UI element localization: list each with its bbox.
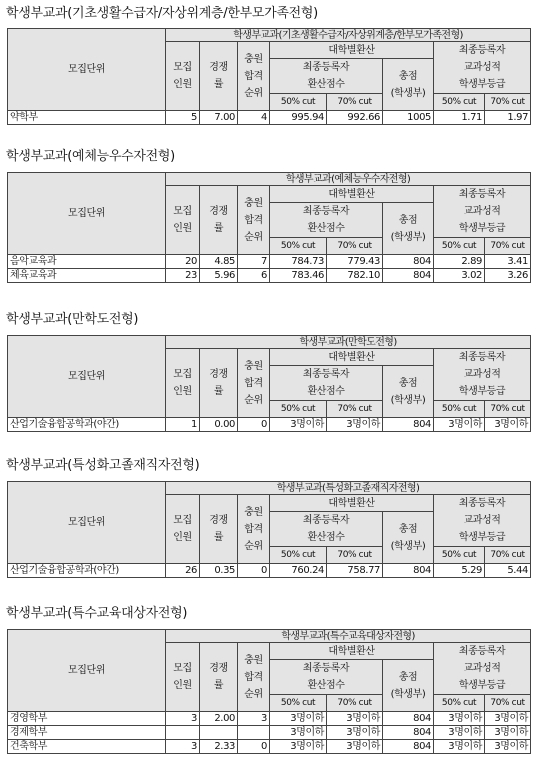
- cell-cut70: 992.66: [327, 111, 383, 125]
- cell-unit: 산업기술융합공학과(야간): [8, 564, 166, 578]
- header-cut70: 70% cut: [327, 695, 383, 712]
- header-total: 총점 (학생부): [383, 512, 434, 564]
- cell-total: 804: [383, 712, 434, 726]
- cell-recruit: 1: [166, 418, 200, 432]
- cell-cut50: 3명이하: [270, 726, 327, 740]
- header-unit: 모집단위: [8, 482, 166, 564]
- cell-total: 1005: [383, 111, 434, 125]
- header-grade-cut50: 50% cut: [434, 695, 485, 712]
- cell-grade70: 3.41: [485, 255, 531, 269]
- header-final-grade: 최종등록자 교과성적 학생부등급: [434, 643, 531, 695]
- cell-grade50: 1.71: [434, 111, 485, 125]
- table-row: [8, 269, 531, 283]
- cell-grade50: 3명이하: [434, 712, 485, 726]
- cell-cut50: 784.73: [270, 255, 327, 269]
- cell-total: 804: [383, 564, 434, 578]
- cell-grade70: 3명이하: [485, 712, 531, 726]
- cell-cut70: 782.10: [327, 269, 383, 283]
- header-final-grade: 최종등록자 교과성적 학생부등급: [434, 42, 531, 94]
- cell-grade50: 3명이하: [434, 726, 485, 740]
- cell-recruit: 3: [166, 712, 200, 726]
- cell-grade50: 3명이하: [434, 740, 485, 754]
- header-recruit: 모집 인원: [166, 495, 200, 564]
- cell-cut50: 783.46: [270, 269, 327, 283]
- header-cut50: 50% cut: [270, 547, 327, 564]
- section-title: 학생부교과(예체능우수자전형): [6, 149, 175, 164]
- table-row: [8, 255, 531, 269]
- cell-cut50: 995.94: [270, 111, 327, 125]
- cell-cut50: 3명이하: [270, 740, 327, 754]
- cell-rank: 7: [238, 255, 270, 269]
- section-title: 학생부교과(특성화고졸재직자전형): [6, 458, 200, 473]
- header-rate: 경쟁 률: [200, 495, 238, 564]
- header-recruit: 모집 인원: [166, 42, 200, 111]
- header-total: 총점 (학생부): [383, 203, 434, 255]
- header-total: 총점 (학생부): [383, 59, 434, 111]
- cell-cut50: 760.24: [270, 564, 327, 578]
- header-rank: 충원 합격 순위: [238, 186, 270, 255]
- header-rank: 충원 합격 순위: [238, 349, 270, 418]
- header-univ-conv: 대학별환산: [270, 186, 434, 203]
- section-title: 학생부교과(특수교육대상자전형): [6, 606, 188, 621]
- header-cut50: 50% cut: [270, 94, 327, 111]
- header-group: 학생부교과(특수교육대상자전형): [166, 630, 531, 643]
- cell-unit: 경영학부: [8, 712, 166, 726]
- header-total: 총점 (학생부): [383, 366, 434, 418]
- header-cut50: 50% cut: [270, 401, 327, 418]
- header-grade-cut70: 70% cut: [485, 238, 531, 255]
- cell-rate: 2.33: [200, 740, 238, 754]
- cell-rate: [200, 726, 238, 740]
- header-final-conv: 최종등록자 환산점수: [270, 660, 383, 695]
- cell-cut70: 758.77: [327, 564, 383, 578]
- admission-table: [7, 629, 531, 754]
- header-group: 학생부교과(기초생활수급자/자상위계층/한부모가족전형): [166, 29, 531, 42]
- header-unit: 모집단위: [8, 173, 166, 255]
- header-rate: 경쟁 률: [200, 42, 238, 111]
- cell-cut70: 3명이하: [327, 418, 383, 432]
- header-grade-cut70: 70% cut: [485, 695, 531, 712]
- header-rate: 경쟁 률: [200, 349, 238, 418]
- cell-rank: 6: [238, 269, 270, 283]
- header-recruit: 모집 인원: [166, 186, 200, 255]
- cell-recruit: 20: [166, 255, 200, 269]
- header-grade-cut50: 50% cut: [434, 547, 485, 564]
- header-cut50: 50% cut: [270, 238, 327, 255]
- section-title: 학생부교과(만학도전형): [6, 312, 139, 327]
- header-grade-cut50: 50% cut: [434, 401, 485, 418]
- cell-recruit: 3: [166, 740, 200, 754]
- cell-cut70: 3명이하: [327, 740, 383, 754]
- cell-unit: 체육교육과: [8, 269, 166, 283]
- cell-grade50: 3명이하: [434, 418, 485, 432]
- header-final-conv: 최종등록자 환산점수: [270, 366, 383, 401]
- cell-grade70: 3명이하: [485, 726, 531, 740]
- cell-rank: 0: [238, 418, 270, 432]
- table-row: [8, 712, 531, 726]
- header-row: [8, 336, 531, 349]
- cell-unit: 경제학부: [8, 726, 166, 740]
- header-group: 학생부교과(만학도전형): [166, 336, 531, 349]
- cell-unit: 산업기술융합공학과(야간): [8, 418, 166, 432]
- cell-cut50: 3명이하: [270, 712, 327, 726]
- cell-cut70: 3명이하: [327, 726, 383, 740]
- header-row: [8, 29, 531, 42]
- header-grade-cut70: 70% cut: [485, 401, 531, 418]
- header-final-grade: 최종등록자 교과성적 학생부등급: [434, 186, 531, 238]
- header-univ-conv: 대학별환산: [270, 349, 434, 366]
- header-final-conv: 최종등록자 환산점수: [270, 59, 383, 94]
- admission-table: [7, 335, 531, 432]
- cell-cut50: 3명이하: [270, 418, 327, 432]
- header-univ-conv: 대학별환산: [270, 42, 434, 59]
- cell-total: 804: [383, 255, 434, 269]
- header-row: [8, 482, 531, 495]
- header-grade-cut50: 50% cut: [434, 238, 485, 255]
- header-rank: 충원 합격 순위: [238, 643, 270, 712]
- table-row: [8, 726, 531, 740]
- header-grade-cut70: 70% cut: [485, 547, 531, 564]
- cell-recruit: 26: [166, 564, 200, 578]
- cell-unit: 음악교육과: [8, 255, 166, 269]
- cell-total: 804: [383, 726, 434, 740]
- header-group: 학생부교과(예체능우수자전형): [166, 173, 531, 186]
- header-unit: 모집단위: [8, 336, 166, 418]
- cell-rank: 3: [238, 712, 270, 726]
- header-total: 총점 (학생부): [383, 660, 434, 712]
- header-rank: 충원 합격 순위: [238, 495, 270, 564]
- cell-rank: 4: [238, 111, 270, 125]
- header-grade-cut70: 70% cut: [485, 94, 531, 111]
- table-row: [8, 740, 531, 754]
- header-final-conv: 최종등록자 환산점수: [270, 203, 383, 238]
- header-cut50: 50% cut: [270, 695, 327, 712]
- cell-rank: 0: [238, 740, 270, 754]
- header-cut70: 70% cut: [327, 401, 383, 418]
- header-recruit: 모집 인원: [166, 643, 200, 712]
- cell-rate: 0.00: [200, 418, 238, 432]
- cell-rate: 7.00: [200, 111, 238, 125]
- cell-rank: 0: [238, 564, 270, 578]
- table-row: [8, 111, 531, 125]
- header-univ-conv: 대학별환산: [270, 643, 434, 660]
- cell-rank: [238, 726, 270, 740]
- admission-table: [7, 28, 531, 125]
- header-cut70: 70% cut: [327, 238, 383, 255]
- cell-grade70: 5.44: [485, 564, 531, 578]
- cell-recruit: 5: [166, 111, 200, 125]
- header-final-conv: 최종등록자 환산점수: [270, 512, 383, 547]
- cell-rate: 4.85: [200, 255, 238, 269]
- cell-grade70: 3.26: [485, 269, 531, 283]
- cell-cut70: 3명이하: [327, 712, 383, 726]
- cell-grade50: 3.02: [434, 269, 485, 283]
- header-row: [8, 630, 531, 643]
- cell-recruit: [166, 726, 200, 740]
- cell-rate: 5.96: [200, 269, 238, 283]
- cell-grade50: 2.89: [434, 255, 485, 269]
- cell-total: 804: [383, 269, 434, 283]
- header-final-grade: 최종등록자 교과성적 학생부등급: [434, 495, 531, 547]
- table-row: [8, 418, 531, 432]
- header-rate: 경쟁 률: [200, 643, 238, 712]
- cell-total: 804: [383, 740, 434, 754]
- admission-table: [7, 172, 531, 283]
- section-title: 학생부교과(기초생활수급자/자상위계층/한부모가족전형): [6, 6, 318, 21]
- cell-cut70: 779.43: [327, 255, 383, 269]
- admission-table: [7, 481, 531, 578]
- header-final-grade: 최종등록자 교과성적 학생부등급: [434, 349, 531, 401]
- header-rate: 경쟁 률: [200, 186, 238, 255]
- header-grade-cut50: 50% cut: [434, 94, 485, 111]
- cell-total: 804: [383, 418, 434, 432]
- header-cut70: 70% cut: [327, 94, 383, 111]
- header-unit: 모집단위: [8, 630, 166, 712]
- cell-grade70: 3명이하: [485, 740, 531, 754]
- header-recruit: 모집 인원: [166, 349, 200, 418]
- header-group: 학생부교과(특성화고졸재직자전형): [166, 482, 531, 495]
- cell-unit: 건축학부: [8, 740, 166, 754]
- header-univ-conv: 대학별환산: [270, 495, 434, 512]
- cell-rate: 2.00: [200, 712, 238, 726]
- cell-recruit: 23: [166, 269, 200, 283]
- header-unit: 모집단위: [8, 29, 166, 111]
- header-rank: 충원 합격 순위: [238, 42, 270, 111]
- header-cut70: 70% cut: [327, 547, 383, 564]
- cell-unit: 약학부: [8, 111, 166, 125]
- header-row: [8, 173, 531, 186]
- cell-grade70: 1.97: [485, 111, 531, 125]
- cell-grade50: 5.29: [434, 564, 485, 578]
- cell-rate: 0.35: [200, 564, 238, 578]
- table-row: [8, 564, 531, 578]
- cell-grade70: 3명이하: [485, 418, 531, 432]
